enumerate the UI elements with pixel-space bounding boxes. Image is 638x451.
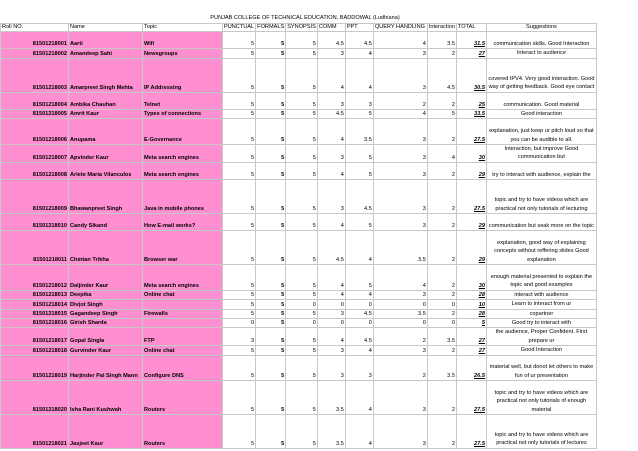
ppt-cell: 4 xyxy=(345,415,373,449)
formals-cell: 5 xyxy=(256,355,286,381)
interaction-cell: 2 xyxy=(427,290,456,299)
suggestion-cell: covered IPV4. Very good interaction. Good way of getting feedback. Good eye contact xyxy=(486,58,596,92)
name-cell: Divjot Singh xyxy=(69,300,143,309)
name-cell: Deepika xyxy=(69,290,143,299)
formals-cell: 5 xyxy=(256,231,286,265)
total-cell: 28 xyxy=(456,290,486,299)
topic-cell: E-Governance xyxy=(143,119,223,145)
roll-cell: 81501218017 xyxy=(1,328,69,346)
header-query-handling: QUERY HANDLING xyxy=(373,24,427,32)
comm-cell: 3.5 xyxy=(317,381,345,415)
topic-cell: Firewalls xyxy=(143,309,223,318)
comm-cell: 3.5 xyxy=(317,415,345,449)
query-handling-cell: 3 xyxy=(373,381,427,415)
name-cell: Ambika Chauhan xyxy=(69,92,143,109)
query-handling-cell: 3 xyxy=(373,415,427,449)
interaction-cell: 5 xyxy=(427,109,456,118)
formals-cell: 5 xyxy=(256,58,286,92)
formals-cell: 5 xyxy=(256,162,286,179)
roll-cell: 81501218016 xyxy=(1,318,69,327)
suggestion-cell: topic and try to have videos which are practical not only tutorials of enough material xyxy=(486,381,596,415)
query-handling-cell: 2 xyxy=(373,92,427,109)
suggestion-cell: Good Interaction xyxy=(486,346,596,355)
synopsis-cell: 0 xyxy=(286,300,318,309)
formals-cell: 5 xyxy=(256,346,286,355)
header-synopsis: SYNOPSIS xyxy=(287,24,316,30)
ppt-cell: 0 xyxy=(345,300,373,309)
ppt-cell: 4 xyxy=(345,290,373,299)
query-handling-cell: 4 xyxy=(373,265,427,291)
comm-cell: 3 xyxy=(317,180,345,214)
ppt-cell: 5 xyxy=(345,109,373,118)
synopsis-cell: 5 xyxy=(286,92,318,109)
table-row xyxy=(1,49,597,58)
suggestion-cell: explanation, just keep ur pitch loud so that you can be audible to all. xyxy=(486,119,596,145)
suggestion-cell: communication but seak more on the topic xyxy=(486,213,596,230)
formals-cell: 5 xyxy=(256,144,286,162)
query-handling-cell: 2 xyxy=(373,355,427,381)
roll-cell: 81501218018 xyxy=(1,346,69,355)
total-cell: 29 xyxy=(456,213,486,230)
ppt-cell: 4.5 xyxy=(345,328,373,346)
roll-cell: 81501218005 xyxy=(1,109,69,118)
header-name: Name xyxy=(69,24,143,32)
punctual-cell: 5 xyxy=(223,162,256,179)
name-cell: Gurvinder Kaur xyxy=(69,346,143,355)
table-row xyxy=(1,162,597,179)
punctual-cell: 5 xyxy=(223,92,256,109)
ppt-cell: 5 xyxy=(345,162,373,179)
query-handling-cell: 0 xyxy=(373,318,427,327)
synopsis-cell: 5 xyxy=(286,32,318,49)
query-handling-cell: 3.5 xyxy=(373,231,427,265)
topic-cell: IP Addressing xyxy=(143,58,223,92)
ppt-cell: 5 xyxy=(345,144,373,162)
formals-cell: 5 xyxy=(256,180,286,214)
total-cell: 27.5 xyxy=(456,180,486,214)
roll-cell: 81501218010 xyxy=(1,213,69,230)
name-cell: Gopal Singla xyxy=(69,328,143,346)
comm-cell: 4 xyxy=(317,162,345,179)
punctual-cell: 5 xyxy=(223,180,256,214)
synopsis-cell: 5 xyxy=(286,162,318,179)
total-cell: 28 xyxy=(456,309,486,318)
roll-cell: 81501218021 xyxy=(1,415,69,449)
suggestion-cell: Good try to interact with xyxy=(486,318,596,327)
punctual-cell: 5 xyxy=(223,265,256,291)
comm-cell: 3 xyxy=(317,92,345,109)
ppt-cell: 4 xyxy=(345,49,373,58)
ppt-cell: 0 xyxy=(345,318,373,327)
topic-cell: Routers xyxy=(143,415,223,449)
header-comm: COMM xyxy=(317,24,345,32)
interaction-cell: 2 xyxy=(427,49,456,58)
ppt-cell: 4 xyxy=(345,381,373,415)
total-cell: 5 xyxy=(456,318,486,327)
ppt-cell: 3 xyxy=(345,355,373,381)
table-row xyxy=(1,92,597,109)
interaction-cell: 4 xyxy=(427,144,456,162)
total-cell: 27.5 xyxy=(456,119,486,145)
total-cell: 26.5 xyxy=(456,355,486,381)
query-handling-cell: 3.5 xyxy=(373,309,427,318)
comm-cell: 3 xyxy=(317,346,345,355)
query-handling-cell: 3 xyxy=(373,180,427,214)
topic-cell: How E-mail works? xyxy=(143,213,223,230)
ppt-cell: 5 xyxy=(345,213,373,230)
name-cell: Isha Rani Kushwah xyxy=(69,381,143,415)
synopsis-cell: 5 xyxy=(286,309,318,318)
punctual-cell: 5 xyxy=(223,231,256,265)
table-row xyxy=(1,355,597,381)
name-cell: Bhawanpreet Singh xyxy=(69,180,143,214)
table-row xyxy=(1,381,597,415)
comm-cell: 3 xyxy=(317,49,345,58)
roll-cell: 81501218020 xyxy=(1,381,69,415)
name-cell: Aarti xyxy=(69,32,143,49)
interaction-cell: 3.5 xyxy=(427,328,456,346)
formals-cell: 5 xyxy=(256,381,286,415)
interaction-cell: 4.5 xyxy=(427,58,456,92)
comm-cell: 4 xyxy=(317,328,345,346)
punctual-cell: 5 xyxy=(223,346,256,355)
punctual-cell: 5 xyxy=(223,119,256,145)
total-cell: 30.5 xyxy=(456,58,486,92)
total-cell: 27.5 xyxy=(456,381,486,415)
comm-cell: 3 xyxy=(317,355,345,381)
table-row xyxy=(1,109,597,118)
ppt-cell: 4 xyxy=(345,346,373,355)
synopsis-cell: 5 xyxy=(286,119,318,145)
name-cell: Anupama xyxy=(69,119,143,145)
name-cell: Gagandeep Singh xyxy=(69,309,143,318)
suggestion-cell: copartner xyxy=(486,309,596,318)
header-formals: FORMALS xyxy=(257,24,285,30)
formals-cell: 5 xyxy=(256,318,286,327)
query-handling-cell: 3 xyxy=(373,162,427,179)
interaction-cell: 2 xyxy=(427,415,456,449)
punctual-cell: 5 xyxy=(223,109,256,118)
formals-cell: 5 xyxy=(256,32,286,49)
comm-cell: 4 xyxy=(317,213,345,230)
roll-cell: 81501218003 xyxy=(1,58,69,92)
table-row xyxy=(1,328,597,346)
total-cell: 31.5 xyxy=(456,32,486,49)
comm-cell: 0 xyxy=(317,318,345,327)
suggestion-cell: enough material presented to explain the topic and good examples xyxy=(486,265,596,291)
comm-cell: 3 xyxy=(317,309,345,318)
ppt-cell: 3.5 xyxy=(345,119,373,145)
table-row xyxy=(1,119,597,145)
interaction-cell: 3.5 xyxy=(427,355,456,381)
synopsis-cell: 5 xyxy=(286,58,318,92)
synopsis-cell: 5 xyxy=(286,265,318,291)
topic-cell: Meta search engines xyxy=(143,265,223,291)
topic-cell: Online chat xyxy=(143,290,223,299)
suggestion-cell: Learn to interact from ur xyxy=(486,300,596,309)
synopsis-cell: 5 xyxy=(286,381,318,415)
total-cell: 29 xyxy=(456,162,486,179)
total-cell: 27.5 xyxy=(456,415,486,449)
page-title: PUNJAB COLLEGE OF TECHNICAL EDUCATION, BADDOWAL (Ludhiana) xyxy=(210,15,400,21)
table-row xyxy=(1,144,597,162)
topic-cell: Configure DNS xyxy=(143,355,223,381)
ppt-cell: 4 xyxy=(345,58,373,92)
query-handling-cell: 2 xyxy=(373,328,427,346)
table-row xyxy=(1,180,597,214)
table-row xyxy=(1,213,597,230)
total-cell: 25 xyxy=(456,92,486,109)
query-handling-cell: 3 xyxy=(373,49,427,58)
name-cell: Harjinder Pal Singh Mann xyxy=(69,355,143,381)
name-cell: Apvinder Kaur xyxy=(69,144,143,162)
name-cell: Daljinder Kaur xyxy=(69,265,143,291)
synopsis-cell: 5 xyxy=(286,180,318,214)
table-row xyxy=(1,415,597,449)
header-topic: Topic xyxy=(143,24,223,32)
formals-cell: 5 xyxy=(256,290,286,299)
roll-cell: 81501218013 xyxy=(1,290,69,299)
synopsis-cell: 5 xyxy=(286,109,318,118)
roll-cell: 81501218019 xyxy=(1,355,69,381)
table-row xyxy=(1,231,597,265)
roll-cell: 81501218011 xyxy=(1,231,69,265)
total-cell: 33.5 xyxy=(456,109,486,118)
query-handling-cell: 4 xyxy=(373,32,427,49)
ppt-cell: 4.5 xyxy=(345,180,373,214)
topic-cell: Online chat xyxy=(143,346,223,355)
punctual-cell: 5 xyxy=(223,213,256,230)
suggestion-cell: Interact to audience xyxy=(486,49,596,58)
synopsis-cell: 5 xyxy=(286,144,318,162)
interaction-cell: 2 xyxy=(427,180,456,214)
query-handling-cell: 3 xyxy=(373,144,427,162)
ppt-cell: 3 xyxy=(345,92,373,109)
suggestion-cell: interact with audience xyxy=(486,290,596,299)
suggestion-cell: topic and try to have videos which are practical not only tutorials of lecturing xyxy=(486,180,596,214)
header-ppt: PPT xyxy=(345,24,373,32)
suggestion-cell: explanation, good way of explaining concepts without reffering slides Good explanation xyxy=(486,231,596,265)
query-handling-cell: 0 xyxy=(373,300,427,309)
header-interaction: Interaction xyxy=(428,24,455,30)
table-row xyxy=(1,290,597,299)
synopsis-cell: 0 xyxy=(286,318,318,327)
ppt-cell: 4.5 xyxy=(345,32,373,49)
suggestion-cell: material well, but donot let others to make fun of ur presentation xyxy=(486,355,596,381)
formals-cell: 5 xyxy=(256,92,286,109)
table-row xyxy=(1,318,597,327)
name-cell: Chintan Trikha xyxy=(69,231,143,265)
interaction-cell: 2 xyxy=(427,381,456,415)
topic-cell: Newsgroups xyxy=(143,49,223,58)
punctual-cell: 5 xyxy=(223,300,256,309)
roll-cell: 81501218002 xyxy=(1,49,69,58)
synopsis-cell: 5 xyxy=(286,49,318,58)
total-cell: 27 xyxy=(456,346,486,355)
grades-table xyxy=(0,23,597,449)
table-row xyxy=(1,309,597,318)
synopsis-cell: 5 xyxy=(286,213,318,230)
query-handling-cell: 3 xyxy=(373,213,427,230)
synopsis-cell: 5 xyxy=(286,328,318,346)
interaction-cell: 2 xyxy=(427,231,456,265)
punctual-cell: 0 xyxy=(223,318,256,327)
interaction-cell: 2 xyxy=(427,119,456,145)
punctual-cell: 5 xyxy=(223,144,256,162)
query-handling-cell: 4 xyxy=(373,109,427,118)
total-cell: 10 xyxy=(456,300,486,309)
synopsis-cell: 5 xyxy=(286,290,318,299)
comm-cell: 0 xyxy=(317,300,345,309)
punctual-cell: 5 xyxy=(223,290,256,299)
ppt-cell: 4 xyxy=(345,231,373,265)
topic-cell: FTP xyxy=(143,328,223,346)
topic-cell xyxy=(143,300,223,309)
roll-cell: 81501218012 xyxy=(1,265,69,291)
ppt-cell: 4.5 xyxy=(345,309,373,318)
total-cell: 27 xyxy=(456,328,486,346)
synopsis-cell: 5 xyxy=(286,415,318,449)
interaction-cell: 2 xyxy=(427,309,456,318)
interaction-cell: 0 xyxy=(427,300,456,309)
name-cell: Candy Sikand xyxy=(69,213,143,230)
punctual-cell: 5 xyxy=(223,355,256,381)
name-cell: Amandeep Sahi xyxy=(69,49,143,58)
interaction-cell: 3.5 xyxy=(427,32,456,49)
formals-cell: 5 xyxy=(256,109,286,118)
total-cell: 30 xyxy=(456,265,486,291)
suggestion-cell: the audience, Proper Confident. First prepare ur xyxy=(486,328,596,346)
suggestion-cell: communication skills, Good Interaction xyxy=(486,32,596,49)
suggestion-cell: Good interaction xyxy=(486,109,596,118)
name-cell: Girish Sharda xyxy=(69,318,143,327)
formals-cell: 5 xyxy=(256,309,286,318)
punctual-cell: 5 xyxy=(223,49,256,58)
formals-cell: 5 xyxy=(256,415,286,449)
roll-cell: 81501218009 xyxy=(1,180,69,214)
topic-cell xyxy=(143,318,223,327)
synopsis-cell: 5 xyxy=(286,346,318,355)
ppt-cell: 5 xyxy=(345,265,373,291)
topic-cell: Telnet xyxy=(143,92,223,109)
name-cell: Amrit Kaur xyxy=(69,109,143,118)
formals-cell: 5 xyxy=(256,328,286,346)
comm-cell: 4 xyxy=(317,58,345,92)
synopsis-cell: 5 xyxy=(286,231,318,265)
comm-cell: 4.5 xyxy=(317,32,345,49)
query-handling-cell: 3 xyxy=(373,346,427,355)
suggestion-cell: topic and try to have videos which are practical not only tutorials of lectures xyxy=(486,415,596,449)
total-cell: 27 xyxy=(456,49,486,58)
header-total: TOTAL xyxy=(456,24,486,32)
punctual-cell: 5 xyxy=(223,58,256,92)
formals-cell: 5 xyxy=(256,213,286,230)
table-row xyxy=(1,32,597,49)
comm-cell: 4.5 xyxy=(317,231,345,265)
punctual-cell: 5 xyxy=(223,415,256,449)
interaction-cell: 0 xyxy=(427,318,456,327)
name-cell: Jasjeet Kaur xyxy=(69,415,143,449)
table-row xyxy=(1,265,597,291)
roll-cell: 81501218008 xyxy=(1,162,69,179)
suggestion-cell: communication. Good material xyxy=(486,92,596,109)
comm-cell: 4 xyxy=(317,119,345,145)
punctual-cell: 5 xyxy=(223,381,256,415)
suggestion-cell: try to interact with audience, explain the xyxy=(486,162,596,179)
header-punctual: PUNCTUAL xyxy=(224,24,255,30)
formals-cell: 5 xyxy=(256,119,286,145)
punctual-cell: 5 xyxy=(223,32,256,49)
query-handling-cell: 3 xyxy=(373,290,427,299)
name-cell: Amarpreet Singh Mehta xyxy=(69,58,143,92)
suggestion-cell: Interaction, but improve Good communication but xyxy=(486,144,596,162)
topic-cell: Browser war xyxy=(143,231,223,265)
interaction-cell: 2 xyxy=(427,92,456,109)
comm-cell: 4 xyxy=(317,290,345,299)
topic-cell: Wifi xyxy=(143,32,223,49)
topic-cell: Meta search engines xyxy=(143,162,223,179)
punctual-cell: 5 xyxy=(223,309,256,318)
roll-cell: 81501218004 xyxy=(1,92,69,109)
interaction-cell: 2 xyxy=(427,162,456,179)
comm-cell: 3 xyxy=(317,144,345,162)
roll-cell: 81501218014 xyxy=(1,300,69,309)
query-handling-cell: 3 xyxy=(373,58,427,92)
formals-cell: 5 xyxy=(256,49,286,58)
topic-cell: Java in mobile phones xyxy=(143,180,223,214)
formals-cell: 5 xyxy=(256,265,286,291)
comm-cell: 4 xyxy=(317,265,345,291)
table-row xyxy=(1,346,597,355)
synopsis-cell: 5 xyxy=(286,355,318,381)
roll-cell: 81501218015 xyxy=(1,309,69,318)
name-cell: Arlete Maria Vilanculos xyxy=(69,162,143,179)
total-cell: 29 xyxy=(456,231,486,265)
comm-cell: 4.5 xyxy=(317,109,345,118)
header-suggestions: Suggestions xyxy=(486,24,596,32)
interaction-cell: 2 xyxy=(427,265,456,291)
table-row xyxy=(1,300,597,309)
topic-cell: Types of connections xyxy=(143,109,223,118)
roll-cell: 81501218006 xyxy=(1,119,69,145)
header-row xyxy=(1,24,597,32)
interaction-cell: 2 xyxy=(427,346,456,355)
topic-cell: Meta search engines xyxy=(143,144,223,162)
topic-cell: Routers xyxy=(143,381,223,415)
roll-cell: 81501218001 xyxy=(1,32,69,49)
header-roll: Roll NO. xyxy=(1,24,69,32)
punctual-cell: 3 xyxy=(223,328,256,346)
formals-cell: 5 xyxy=(256,300,286,309)
total-cell: 30 xyxy=(456,144,486,162)
query-handling-cell: 3 xyxy=(373,119,427,145)
interaction-cell: 2 xyxy=(427,213,456,230)
roll-cell: 81501218007 xyxy=(1,144,69,162)
table-row xyxy=(1,58,597,92)
